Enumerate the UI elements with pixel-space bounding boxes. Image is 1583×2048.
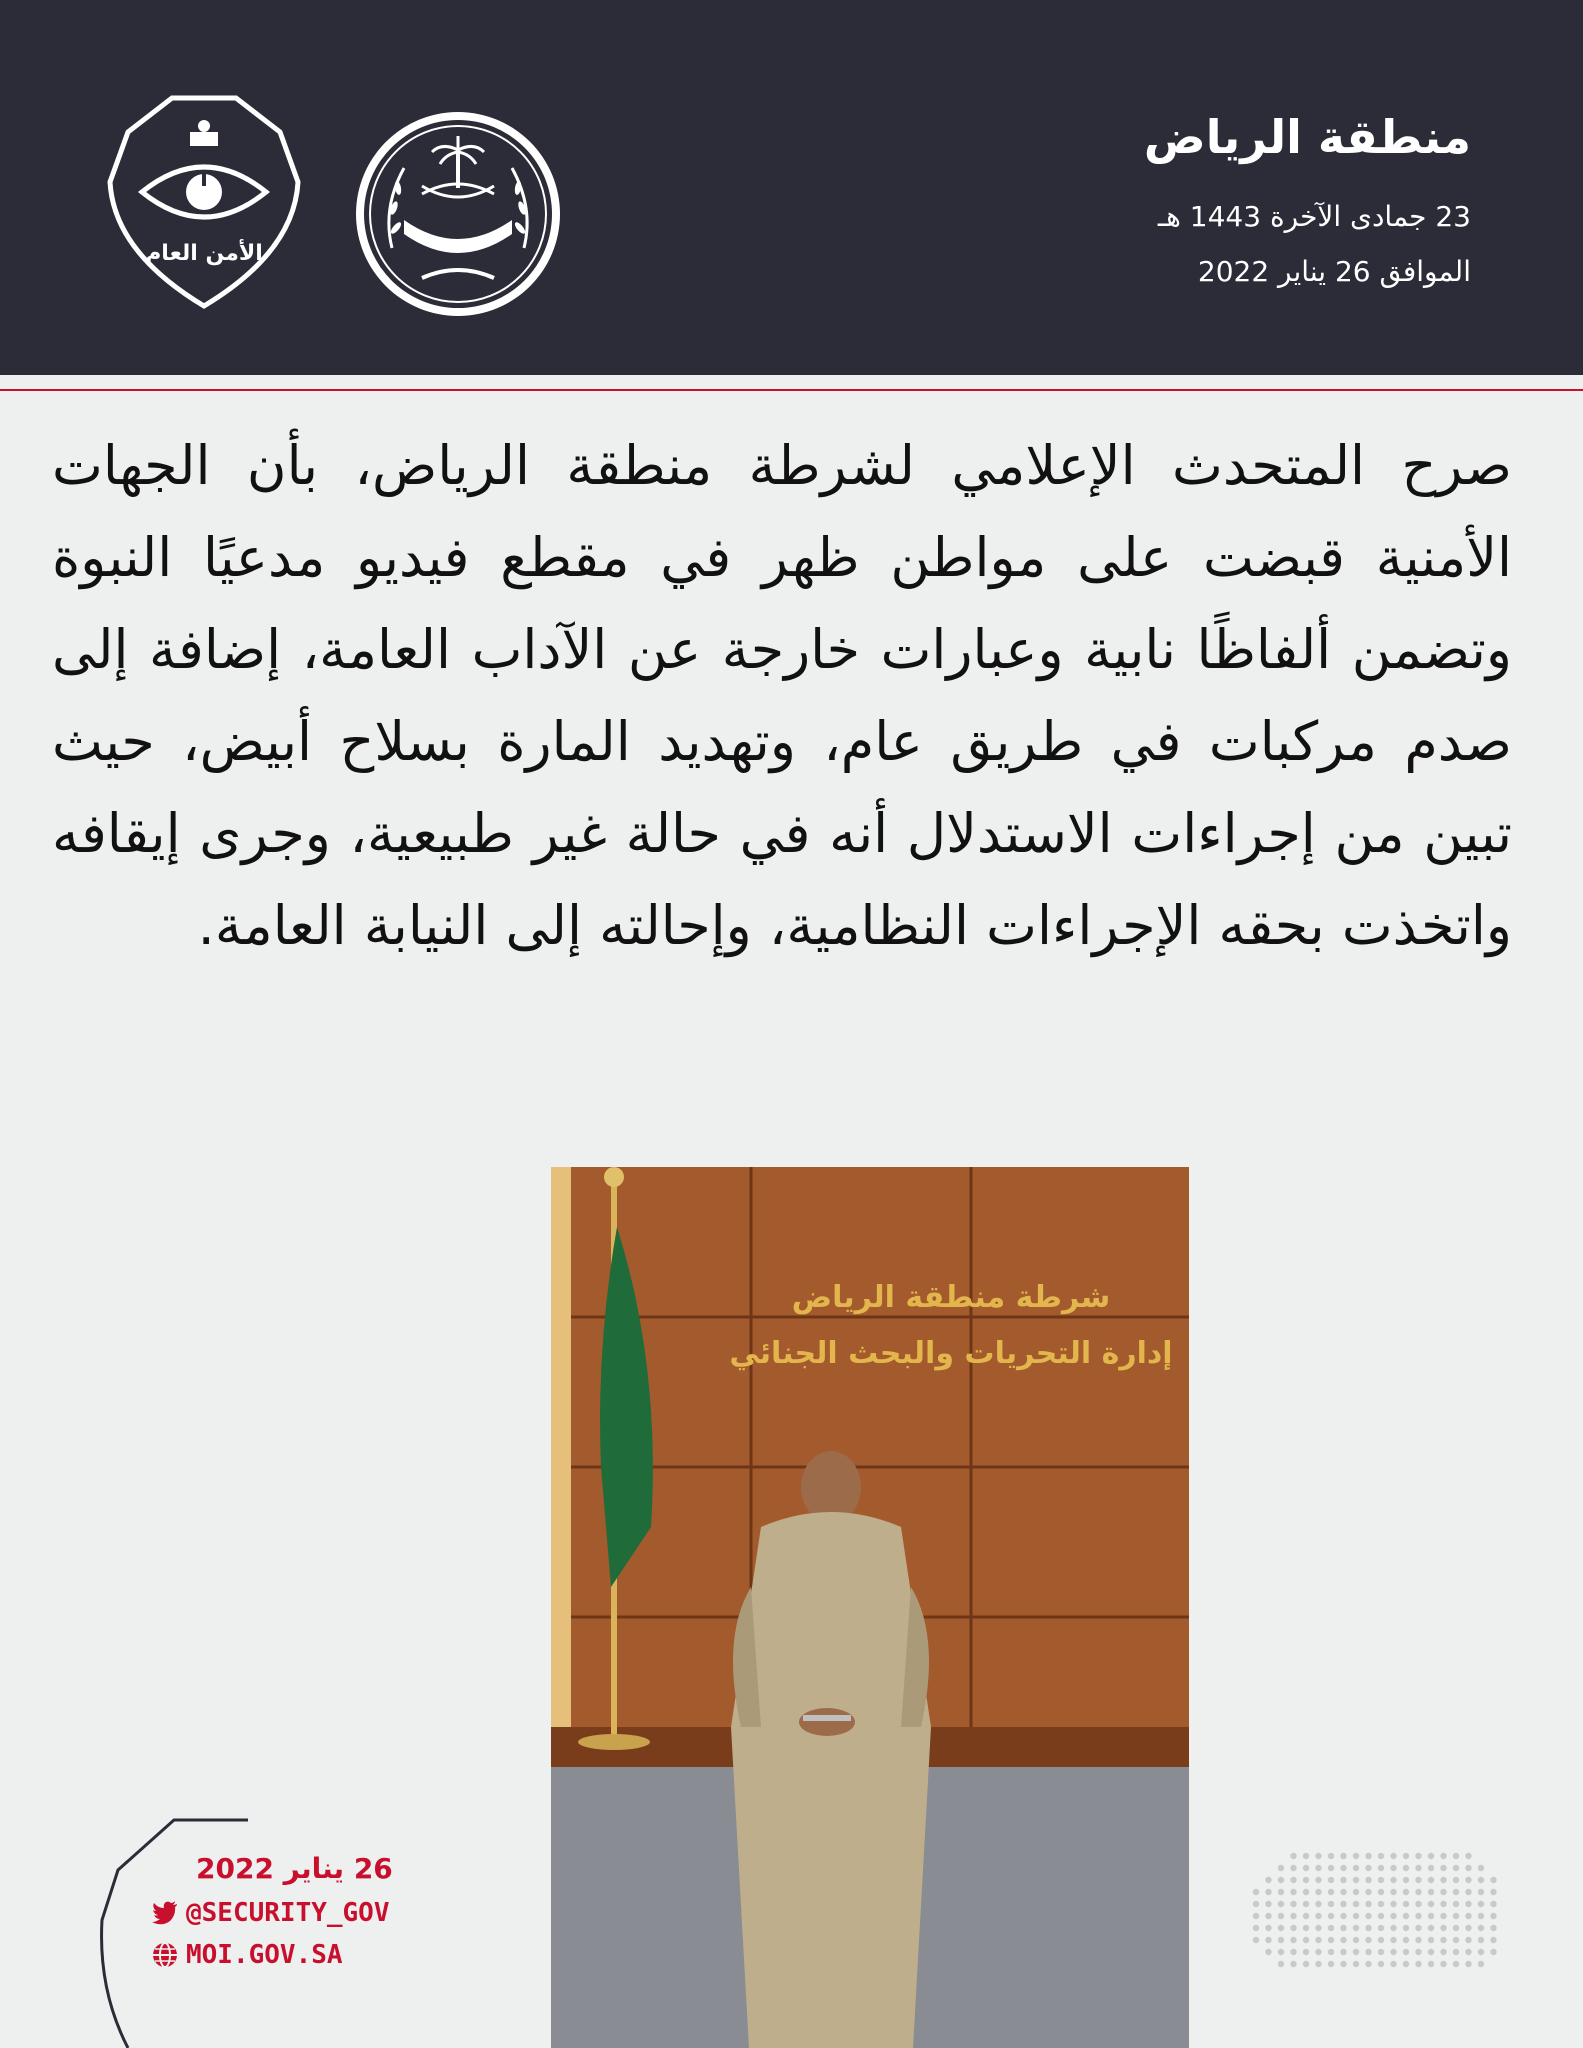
sign-line-2: إدارة التحريات والبحث الجنائي: [729, 1336, 1173, 1371]
region-title: منطقة الرياض: [1143, 110, 1471, 164]
person-figure: [731, 1451, 931, 2048]
twitter-row[interactable]: [152, 1898, 390, 1928]
globe-icon: [152, 1942, 178, 1968]
public-security-shield-icon: [98, 92, 310, 312]
arrest-photo: [551, 1167, 1189, 2048]
header-separator: [0, 375, 1583, 387]
decorative-dot-pattern: [1250, 1850, 1500, 1970]
website-link[interactable]: MOI.GOV.SA: [186, 1940, 343, 1970]
hijri-date: 23 جمادى الآخرة 1443 هـ: [1157, 200, 1471, 233]
footer-date: 26 يناير 2022: [196, 1852, 393, 1885]
statement-text: صرح المتحدث الإعلامي لشرطة منطقة الرياض، بأن الجهات الأمنية قبضت على مواطن ظهر في مقطع فيديو مدعيًا النبوة وتضمن ألفاظًا نابية وعبارات خارجة عن الآداب العامة، إضافة إلى صدم مركبات في طريق عام، وتهديد المارة بسلاح أبيض، حيث تبين من إجراءات الاستدلال أنه في حالة غير طبيعية، وجرى إيقافه واتخذت بحقه الإجراءات النظامية، وإحالته إلى النيابة العامة.: [52, 434, 1512, 957]
red-divider: [0, 389, 1583, 391]
ministry-emblem-icon: [352, 108, 564, 320]
shield-text: الأمن العام: [145, 241, 263, 266]
footer-shield-outline-icon: [88, 1810, 318, 2048]
twitter-handle[interactable]: @SECURITY_GOV: [186, 1898, 390, 1928]
gregorian-date: الموافق 26 يناير 2022: [1197, 255, 1471, 288]
twitter-icon: [152, 1901, 178, 1925]
sign-line-1: شرطة منطقة الرياض: [791, 1280, 1111, 1315]
header-bar: [0, 0, 1583, 375]
website-row[interactable]: [152, 1940, 343, 1970]
